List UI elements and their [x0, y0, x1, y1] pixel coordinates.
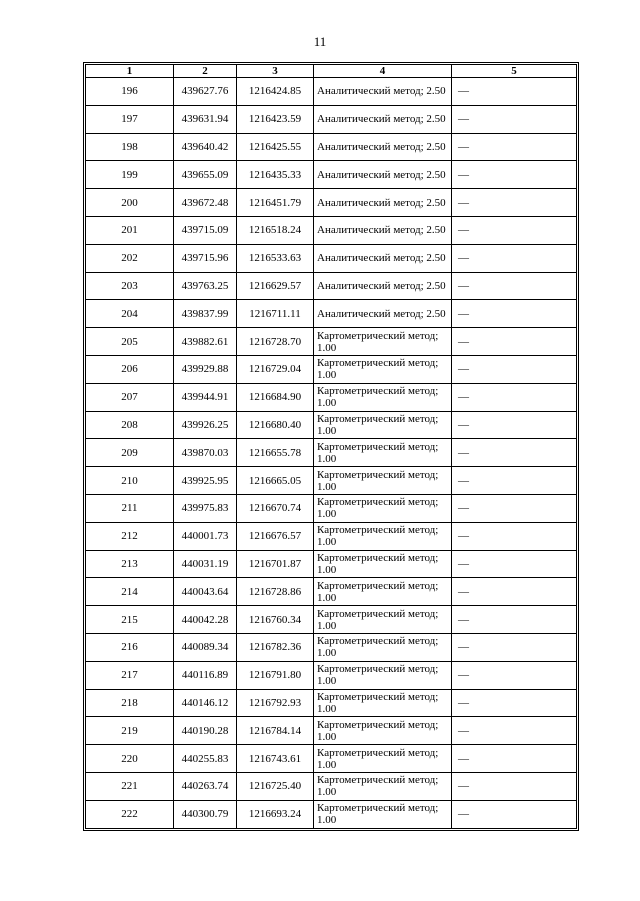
column-header: 1 [86, 65, 174, 78]
method-cell: Аналитический метод; 2.50 [314, 78, 452, 106]
point-number-cell: 203 [86, 272, 174, 300]
y-coordinate-cell: 1216629.57 [237, 272, 314, 300]
x-coordinate-cell: 439870.03 [174, 439, 237, 467]
point-number-cell: 218 [86, 689, 174, 717]
table-body [86, 78, 577, 829]
note-cell: — [452, 216, 577, 244]
column-header: 3 [237, 65, 314, 78]
x-coordinate-cell: 439655.09 [174, 161, 237, 189]
x-coordinate-cell: 440255.83 [174, 745, 237, 773]
table-row [86, 216, 577, 244]
y-coordinate-cell: 1216655.78 [237, 439, 314, 467]
x-coordinate-cell: 439926.25 [174, 411, 237, 439]
table-row [86, 772, 577, 800]
method-cell: Аналитический метод; 2.50 [314, 161, 452, 189]
point-number-cell: 209 [86, 439, 174, 467]
note-cell: — [452, 105, 577, 133]
method-cell: Аналитический метод; 2.50 [314, 189, 452, 217]
x-coordinate-cell: 440190.28 [174, 717, 237, 745]
note-cell: — [452, 133, 577, 161]
y-coordinate-cell: 1216665.05 [237, 467, 314, 495]
y-coordinate-cell: 1216425.55 [237, 133, 314, 161]
point-number-cell: 219 [86, 717, 174, 745]
point-number-cell: 199 [86, 161, 174, 189]
y-coordinate-cell: 1216533.63 [237, 244, 314, 272]
method-cell: Картометрический метод; 1.00 [314, 522, 452, 550]
note-cell: — [452, 300, 577, 328]
note-cell: — [452, 328, 577, 356]
note-cell: — [452, 189, 577, 217]
y-coordinate-cell: 1216676.57 [237, 522, 314, 550]
y-coordinate-cell: 1216725.40 [237, 772, 314, 800]
x-coordinate-cell: 439715.96 [174, 244, 237, 272]
method-cell: Картометрический метод; 1.00 [314, 355, 452, 383]
y-coordinate-cell: 1216711.11 [237, 300, 314, 328]
y-coordinate-cell: 1216451.79 [237, 189, 314, 217]
point-number-cell: 222 [86, 800, 174, 828]
x-coordinate-cell: 440116.89 [174, 661, 237, 689]
point-number-cell: 215 [86, 606, 174, 634]
table-row [86, 467, 577, 495]
note-cell: — [452, 272, 577, 300]
method-cell: Картометрический метод; 1.00 [314, 467, 452, 495]
table-row [86, 800, 577, 828]
note-cell: — [452, 606, 577, 634]
x-coordinate-cell: 440089.34 [174, 633, 237, 661]
table-row [86, 606, 577, 634]
x-coordinate-cell: 439627.76 [174, 78, 237, 106]
table-row [86, 189, 577, 217]
method-cell: Картометрический метод; 1.00 [314, 550, 452, 578]
point-number-cell: 221 [86, 772, 174, 800]
x-coordinate-cell: 439882.61 [174, 328, 237, 356]
x-coordinate-cell: 439715.09 [174, 216, 237, 244]
x-coordinate-cell: 439672.48 [174, 189, 237, 217]
y-coordinate-cell: 1216680.40 [237, 411, 314, 439]
y-coordinate-cell: 1216743.61 [237, 745, 314, 773]
table-row [86, 244, 577, 272]
note-cell: — [452, 494, 577, 522]
y-coordinate-cell: 1216684.90 [237, 383, 314, 411]
x-coordinate-cell: 440042.28 [174, 606, 237, 634]
column-header: 2 [174, 65, 237, 78]
x-coordinate-cell: 440001.73 [174, 522, 237, 550]
method-cell: Картометрический метод; 1.00 [314, 606, 452, 634]
table-row [86, 133, 577, 161]
note-cell: — [452, 578, 577, 606]
y-coordinate-cell: 1216435.33 [237, 161, 314, 189]
point-number-cell: 213 [86, 550, 174, 578]
x-coordinate-cell: 440263.74 [174, 772, 237, 800]
method-cell: Аналитический метод; 2.50 [314, 244, 452, 272]
y-coordinate-cell: 1216782.36 [237, 633, 314, 661]
note-cell: — [452, 550, 577, 578]
table-row [86, 328, 577, 356]
x-coordinate-cell: 439944.91 [174, 383, 237, 411]
table-row [86, 300, 577, 328]
x-coordinate-cell: 439763.25 [174, 272, 237, 300]
note-cell: — [452, 161, 577, 189]
method-cell: Картометрический метод; 1.00 [314, 328, 452, 356]
x-coordinate-cell: 439975.83 [174, 494, 237, 522]
point-number-cell: 197 [86, 105, 174, 133]
table-row [86, 661, 577, 689]
method-cell: Аналитический метод; 2.50 [314, 133, 452, 161]
y-coordinate-cell: 1216729.04 [237, 355, 314, 383]
table-row [86, 717, 577, 745]
table-row [86, 494, 577, 522]
note-cell: — [452, 467, 577, 495]
table-row [86, 522, 577, 550]
method-cell: Аналитический метод; 2.50 [314, 272, 452, 300]
page-number: 11 [313, 34, 327, 49]
point-number-cell: 201 [86, 216, 174, 244]
x-coordinate-cell: 440031.19 [174, 550, 237, 578]
point-number-cell: 217 [86, 661, 174, 689]
method-cell: Картометрический метод; 1.00 [314, 439, 452, 467]
note-cell: — [452, 661, 577, 689]
point-number-cell: 211 [86, 494, 174, 522]
x-coordinate-cell: 440300.79 [174, 800, 237, 828]
note-cell: — [452, 522, 577, 550]
y-coordinate-cell: 1216701.87 [237, 550, 314, 578]
note-cell: — [452, 439, 577, 467]
note-cell: — [452, 355, 577, 383]
coordinates-table [85, 64, 577, 829]
point-number-cell: 198 [86, 133, 174, 161]
y-coordinate-cell: 1216728.70 [237, 328, 314, 356]
y-coordinate-cell: 1216424.85 [237, 78, 314, 106]
table-row [86, 161, 577, 189]
method-cell: Картометрический метод; 1.00 [314, 661, 452, 689]
note-cell: — [452, 78, 577, 106]
note-cell: — [452, 800, 577, 828]
method-cell: Картометрический метод; 1.00 [314, 717, 452, 745]
note-cell: — [452, 383, 577, 411]
y-coordinate-cell: 1216791.80 [237, 661, 314, 689]
point-number-cell: 210 [86, 467, 174, 495]
note-cell: — [452, 244, 577, 272]
note-cell: — [452, 772, 577, 800]
method-cell: Картометрический метод; 1.00 [314, 411, 452, 439]
point-number-cell: 200 [86, 189, 174, 217]
note-cell: — [452, 633, 577, 661]
y-coordinate-cell: 1216728.86 [237, 578, 314, 606]
x-coordinate-cell: 439640.42 [174, 133, 237, 161]
note-cell: — [452, 717, 577, 745]
table-row [86, 578, 577, 606]
point-number-cell: 202 [86, 244, 174, 272]
method-cell: Картометрический метод; 1.00 [314, 578, 452, 606]
method-cell: Картометрический метод; 1.00 [314, 689, 452, 717]
point-number-cell: 216 [86, 633, 174, 661]
table-row [86, 105, 577, 133]
note-cell: — [452, 689, 577, 717]
table-row [86, 411, 577, 439]
x-coordinate-cell: 439925.95 [174, 467, 237, 495]
column-header: 4 [314, 65, 452, 78]
y-coordinate-cell: 1216518.24 [237, 216, 314, 244]
point-number-cell: 206 [86, 355, 174, 383]
table-row [86, 745, 577, 773]
y-coordinate-cell: 1216693.24 [237, 800, 314, 828]
table-header-row [86, 65, 577, 78]
table-row [86, 550, 577, 578]
method-cell: Картометрический метод; 1.00 [314, 800, 452, 828]
table-row [86, 633, 577, 661]
point-number-cell: 205 [86, 328, 174, 356]
point-number-cell: 204 [86, 300, 174, 328]
method-cell: Картометрический метод; 1.00 [314, 772, 452, 800]
method-cell: Аналитический метод; 2.50 [314, 216, 452, 244]
note-cell: — [452, 411, 577, 439]
table-row [86, 439, 577, 467]
table-row [86, 383, 577, 411]
y-coordinate-cell: 1216784.14 [237, 717, 314, 745]
table-row [86, 272, 577, 300]
y-coordinate-cell: 1216760.34 [237, 606, 314, 634]
column-header: 5 [452, 65, 577, 78]
method-cell: Аналитический метод; 2.50 [314, 300, 452, 328]
method-cell: Картометрический метод; 1.00 [314, 633, 452, 661]
x-coordinate-cell: 440146.12 [174, 689, 237, 717]
table-row [86, 78, 577, 106]
note-cell: — [452, 745, 577, 773]
y-coordinate-cell: 1216792.93 [237, 689, 314, 717]
point-number-cell: 207 [86, 383, 174, 411]
point-number-cell: 220 [86, 745, 174, 773]
x-coordinate-cell: 439837.99 [174, 300, 237, 328]
x-coordinate-cell: 439929.88 [174, 355, 237, 383]
table-row [86, 689, 577, 717]
point-number-cell: 214 [86, 578, 174, 606]
x-coordinate-cell: 440043.64 [174, 578, 237, 606]
point-number-cell: 208 [86, 411, 174, 439]
table-row [86, 355, 577, 383]
method-cell: Картометрический метод; 1.00 [314, 494, 452, 522]
method-cell: Аналитический метод; 2.50 [314, 105, 452, 133]
x-coordinate-cell: 439631.94 [174, 105, 237, 133]
y-coordinate-cell: 1216423.59 [237, 105, 314, 133]
point-number-cell: 212 [86, 522, 174, 550]
y-coordinate-cell: 1216670.74 [237, 494, 314, 522]
method-cell: Картометрический метод; 1.00 [314, 383, 452, 411]
point-number-cell: 196 [86, 78, 174, 106]
method-cell: Картометрический метод; 1.00 [314, 745, 452, 773]
